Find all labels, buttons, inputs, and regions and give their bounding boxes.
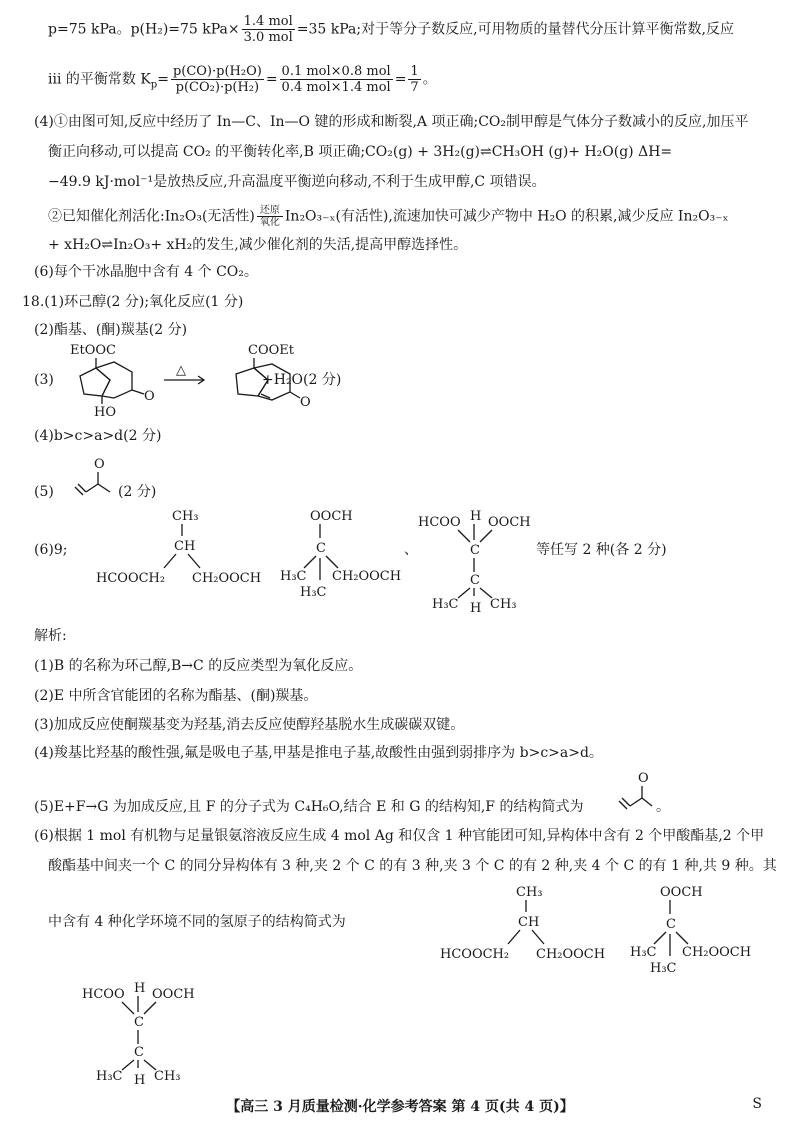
- methyl-label: H₃C: [650, 961, 677, 976]
- vinyl-ketone-structure: [74, 456, 120, 502]
- left-ester-label: HCOOCH₂: [440, 947, 510, 962]
- answer-4-line-5: + xH₂O⇌In₂O₃+ xH₂的发生,减少催化剂的失活,提高甲醇选择性。: [48, 237, 468, 253]
- ketone-oxygen-label: O: [144, 389, 155, 404]
- text-segment: ⅲ 的平衡常数 K: [48, 71, 151, 88]
- isomer-structure-3: [418, 508, 538, 616]
- fraction: [408, 64, 420, 95]
- equilibrium-constant-line: ⅲ 的平衡常数 $K_p=$ $\frac{\text{p(CO)·p(H₂O)}}{\text{p(CO₂)·p(H₂)}}$ = $\frac{\text{0.1 mol×0.8 mol}}{\text{0.4 mol×1.4 mol}}$ = $\frac{1}{7}$ 。: [48, 64, 437, 95]
- formate-label: OOCH: [660, 885, 703, 900]
- left-ester-label: HCOOCH₂: [96, 571, 166, 586]
- partial-pressure-line: [48, 14, 734, 45]
- hydrogen-label: H: [470, 601, 482, 616]
- text-segment: p=75 kPa。p(H₂)=75 kPa×: [48, 21, 240, 38]
- ester-group-label: COOEt: [248, 343, 294, 358]
- q18-answer-2: (2)酯基、(酮)羰基(2 分): [34, 322, 188, 338]
- fraction-numerator: 1: [410, 64, 419, 79]
- q18-5-score: (2 分): [118, 484, 157, 500]
- right-ester-label: CH₂OOCH: [192, 571, 262, 586]
- q18-6-label: (6)9;: [34, 542, 68, 558]
- ester-label: CH₂OOCH: [332, 569, 402, 584]
- kp-subscript: p: [150, 79, 158, 91]
- formate-label: OOCH: [152, 987, 195, 1002]
- methyl-label: H₃C: [96, 1069, 123, 1084]
- q18-3-tail: +H₂O(2 分): [262, 372, 342, 388]
- carbonyl-oxygen-label: O: [638, 771, 649, 786]
- answer-4-line-2: 衡正向移动,可以提高 CO₂ 的平衡转化率,B 项正确;CO₂(g) + 3H₂(g)⇌CH₃OH (g)+ H₂O(g) ΔH=: [48, 144, 673, 160]
- analysis-6-line-2: 酸酯基中间夹一个 C 的同分异构体有 3 种,夹 2 个 C 的有 3 种,夹 3 个 C 的有 2 种,夹 4 个 C 的有 1 种,共 9 种。其: [48, 858, 777, 874]
- arrow-top-label: 还原: [257, 205, 283, 217]
- analysis-5: (5)E+F→G 为加成反应,且 F 的分子式为 C₄H₆O,结合 E 和 G 的结构知,F 的结构简式为: [34, 799, 584, 815]
- analysis-6-line-3: 中含有 4 种化学环境不同的氢原子的结构简式为: [48, 914, 346, 930]
- hydroxyl-label: HO: [94, 405, 116, 418]
- separator: 、: [404, 542, 418, 558]
- carbon-label: C: [666, 917, 676, 932]
- analysis-3: (3)加成反应使酮羰基变为羟基,消去反应使醇羟基脱水生成碳碳双键。: [34, 717, 465, 733]
- fraction-denominator: 3.0 mol: [243, 30, 293, 45]
- methyl-label: CH₃: [490, 597, 517, 612]
- isomer-structure-2: [276, 506, 416, 602]
- formate-label: HCOO: [418, 515, 461, 530]
- answer-6: (6)每个干冰晶胞中含有 4 个 CO₂。: [34, 264, 258, 280]
- redox-arrow: [257, 205, 283, 228]
- hydrogen-label: H: [134, 1073, 146, 1088]
- methyl-label: H₃C: [280, 569, 307, 584]
- equals-sign: =: [157, 71, 169, 88]
- ester-label: CH₂OOCH: [682, 945, 752, 960]
- isomer-structure-3: [82, 980, 202, 1088]
- carbon-label: C: [470, 573, 480, 588]
- methyl-label: H₃C: [300, 585, 327, 600]
- fraction: [242, 14, 295, 45]
- methyl-label: H₃C: [432, 597, 459, 612]
- fraction-denominator: 0.4 mol×1.4 mol: [281, 80, 391, 95]
- methyl-label: CH₃: [154, 1069, 181, 1084]
- isomer-structure-2: [626, 882, 766, 978]
- analysis-1: (1)B 的名称为环己醇,B→C 的反应类型为氧化反应。: [34, 658, 363, 674]
- formate-label: OOCH: [310, 509, 353, 524]
- q18-5-label: (5): [34, 484, 54, 500]
- analysis-4: (4)羧基比羟基的酸性强,氟是吸电子基,甲基是推电子基,故酸性由强到弱排序为 b>c>a>d。: [34, 745, 603, 761]
- q18-answer-4: (4)b>c>a>d(2 分): [34, 428, 162, 444]
- arrow-bottom-label: 氧化: [259, 217, 280, 228]
- formate-label: HCOO: [82, 987, 125, 1002]
- fraction-denominator: p(CO₂)·p(H₂): [175, 80, 260, 95]
- methyl-label: H₃C: [630, 945, 657, 960]
- fraction-numerator: 1.4 mol: [243, 14, 293, 29]
- right-ester-label: CH₂OOCH: [536, 947, 606, 962]
- ester-group-label: EtOOC: [70, 343, 116, 358]
- isomer-structure-1: [92, 506, 272, 590]
- text-segment: 。: [422, 71, 437, 88]
- analysis-6-line-1: (6)根据 1 mol 有机物与足量银氨溶液反应生成 4 mol Ag 和仅含 1 种官能团可知,异构体中含有 2 个甲酸酯基,2 个甲: [34, 828, 765, 844]
- page-footer: 【高三 3 月质量检测·化学参考答案 第 4 页(共 4 页)】: [226, 1099, 574, 1115]
- carbon-label: C: [134, 1045, 144, 1060]
- q18-3-label: (3): [34, 372, 54, 388]
- answer-4-line-3: −49.9 kJ·mol⁻¹是放热反应,升高温度平衡逆向移动,不利于生成甲醇,C 项错误。: [48, 174, 546, 190]
- q18-6-tail: 等任写 2 种(各 2 分): [536, 542, 667, 558]
- q18-answer-1: 18.(1)环己醇(2 分);氧化反应(1 分): [22, 294, 244, 310]
- text-segment: ②已知催化剂活化:In₂O₃(无活性): [48, 208, 255, 225]
- methyl-label: CH₃: [172, 509, 199, 524]
- hydrogen-label: H: [134, 981, 146, 996]
- formate-label: OOCH: [488, 515, 531, 530]
- fraction: [171, 64, 264, 95]
- answer-4-line-4: [48, 205, 729, 228]
- isomer-structure-1: [436, 882, 616, 966]
- ch-label: CH: [518, 915, 540, 930]
- text-segment: =35 kPa;对于等分子数反应,可用物质的量替代分压计算平衡常数,反应: [296, 21, 734, 38]
- carbon-label: C: [134, 1015, 144, 1030]
- carbon-label: C: [470, 543, 480, 558]
- carbonyl-oxygen-label: O: [94, 457, 105, 472]
- text-segment: 。: [656, 799, 670, 815]
- ch-label: CH: [174, 539, 196, 554]
- heat-symbol: △: [176, 363, 186, 378]
- answer-4-line-1: (4)①由图可知,反应中经历了 In—C、In—O 键的形成和断裂,A 项正确;CO₂制甲醇是气体分子数减小的反应,加压平: [34, 114, 749, 130]
- hydrogen-label: H: [470, 509, 482, 524]
- methyl-label: CH₃: [516, 885, 543, 900]
- fraction-numerator: 0.1 mol×0.8 mol: [281, 64, 391, 79]
- analysis-2: (2)E 中所含官能团的名称为酯基、(酮)羰基。: [34, 688, 318, 704]
- fraction: [280, 64, 393, 95]
- fraction-denominator: 7: [410, 80, 419, 95]
- ketone-oxygen-label: O: [300, 395, 311, 410]
- fraction-numerator: p(CO)·p(H₂O): [172, 64, 262, 79]
- text-segment: In₂O₃₋ₓ(有活性),流速加快可减少产物中 H₂O 的积累,减少反应 In₂O₃₋ₓ: [284, 208, 729, 225]
- corner-mark: S: [752, 1096, 762, 1112]
- analysis-title: 解析:: [34, 628, 67, 644]
- carbon-label: C: [316, 541, 326, 556]
